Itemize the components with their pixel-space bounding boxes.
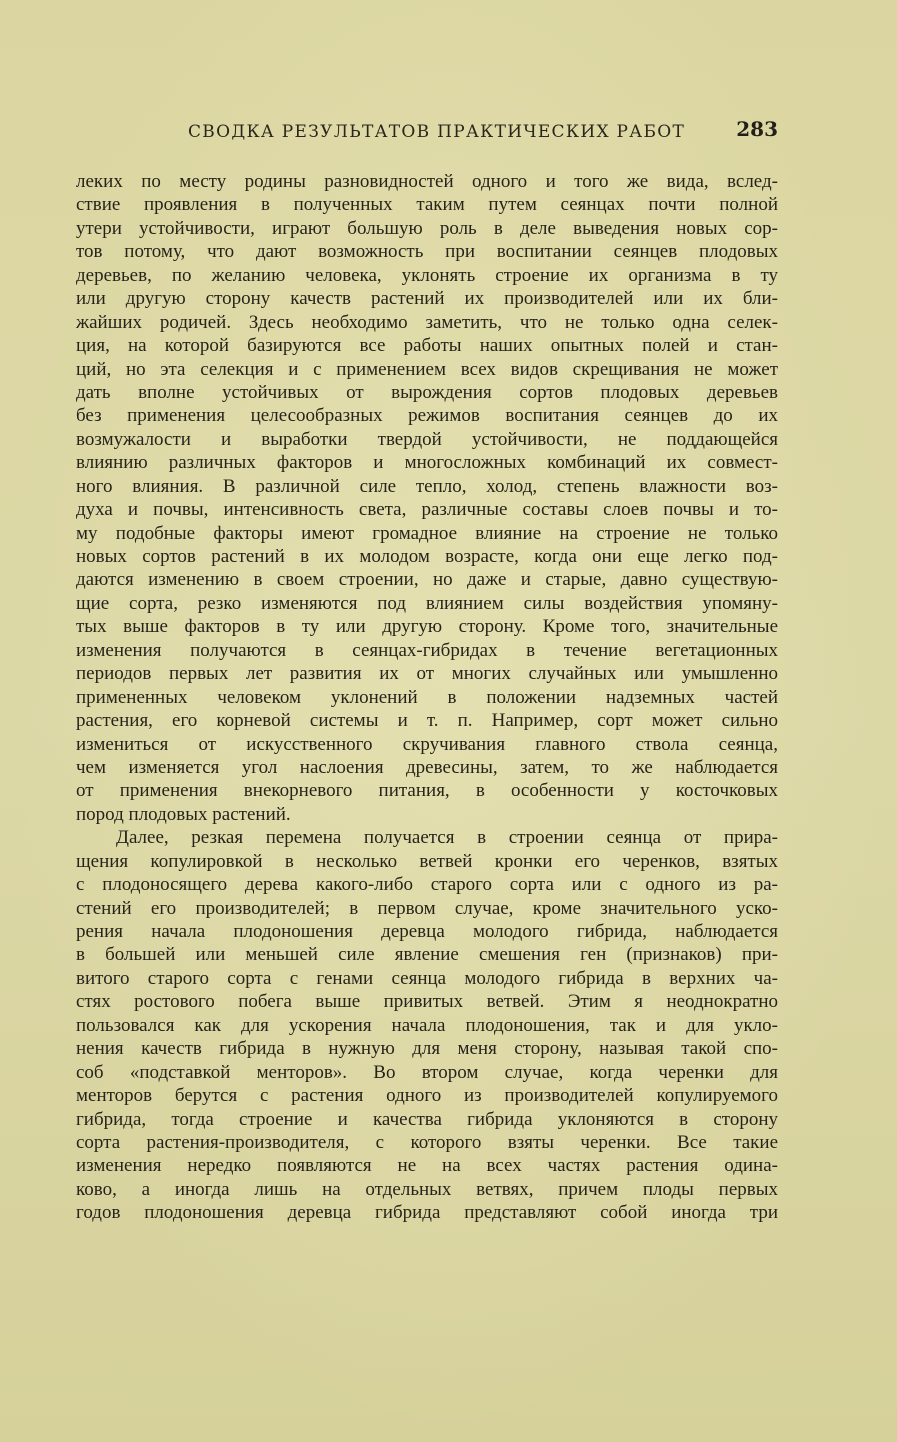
text-line: щие сорта, резко изменяются под влиянием силы воздействия упомяну- <box>76 592 778 614</box>
text-line: без применения целесообразных режимов воспитания сеянцев до их <box>76 405 778 427</box>
text-line: периодов первых лет развития их от многих случайных или умышленно <box>76 663 778 685</box>
text-line: щения копулировкой в несколько ветвей кронки его черенков, взятых <box>76 850 778 872</box>
text-line: или другую сторону качеств растений их производителей или их бли- <box>76 288 778 310</box>
text-line: тов потому, что дают возможность при воспитании сеянцев плодовых <box>76 241 778 263</box>
body-text <box>76 170 778 1225</box>
text-line: чем изменяется угол наслоения древесины, затем, то же наблюдается <box>76 756 778 778</box>
text-line: стях ростового побега выше привитых ветвей. Этим я неоднократно <box>76 991 778 1013</box>
text-line: от применения внекорневого питания, в особенности у косточковых <box>76 780 778 802</box>
text-line: тых выше факторов в ту или другую сторону. Кроме того, значительные <box>76 616 778 638</box>
running-title: СВОДКА РЕЗУЛЬТАТОВ ПРАКТИЧЕСКИХ РАБОТ <box>188 122 686 142</box>
text-line: изменения получаются в сеянцах-гибридах в течение вегетационных <box>76 639 778 661</box>
text-line: утери устойчивости, играют большую роль в деле выведения новых сор- <box>76 217 778 239</box>
text-line: витого старого сорта с генами сеянца молодого гибрида в верхних ча- <box>76 967 778 989</box>
text-line: примененных человеком уклонений в положении надземных частей <box>76 686 778 708</box>
text-line: ция, на которой базируются все работы наших опытных полей и стан- <box>76 335 778 357</box>
text-line: ково, а иногда лишь на отдельных ветвях, причем плоды первых <box>76 1178 778 1200</box>
text-line: даются изменению в своем строении, но даже и старые, давно существую- <box>76 569 778 591</box>
text-line: ций, но эта селекция и с применением всех видов скрещивания не может <box>76 358 778 380</box>
text-line: жайших родичей. Здесь необходимо заметить, что не только одна селек- <box>76 311 778 333</box>
text-line: му подобные факторы имеют громадное влияние на строение не только <box>76 522 778 544</box>
text-line: сорта растения-производителя, с которого взяты черенки. Все такие <box>76 1131 778 1153</box>
text-line: дать вполне устойчивых от вырождения сортов плодовых деревьев <box>76 381 778 403</box>
text-line: гибрида, тогда строение и качества гибрида уклоняются в сторону <box>76 1108 778 1130</box>
text-line: менторов берутся с растения одного из производителей копулируемого <box>76 1085 778 1107</box>
page-header <box>76 117 780 147</box>
text-line: растения, его корневой системы и т. п. Например, сорт может сильно <box>76 710 778 732</box>
text-line: рения начала плодоношения деревца молодого гибрида, наблюдается <box>76 921 778 942</box>
text-line: влиянию различных факторов и многосложных комбинаций их совмест- <box>76 452 778 474</box>
text-line: ствие проявления в полученных таким путем сеянцах почти полной <box>76 194 778 216</box>
text-line: стений его производителей; в первом случае, кроме значительного уско- <box>76 897 778 919</box>
paragraph-start-line: Далее, резкая перемена получается в строении сеянца от прира- <box>116 827 778 849</box>
text-line: годов плодоношения деревца гибрида представляют собой иногда три <box>76 1202 778 1224</box>
text-line: изменения нередко появляются не на всех частях растения одина- <box>76 1155 778 1177</box>
text-line: возмужалости и выработки твердой устойчивости, не поддающейся <box>76 428 778 450</box>
text-line: новых сортов растений в их молодом возрасте, когда они еще легко под- <box>76 546 778 567</box>
text-line: соб «подставкой менторов». Во втором случае, когда черенки для <box>76 1061 778 1083</box>
text-line: леких по месту родины разновидностей одного и того же вида, вслед- <box>76 171 778 192</box>
text-line: деревьев, по желанию человека, уклонять строение их организма в ту <box>76 264 778 286</box>
text-line: пользовался как для ускорения начала плодоношения, так и для укло- <box>76 1014 778 1036</box>
text-line: с плодоносящего дерева какого-либо старого сорта или с одного из ра- <box>76 874 778 896</box>
text-line: духа и почвы, интенсивность света, различные составы слоев почвы и то- <box>76 499 778 521</box>
page-number: 283 <box>736 117 778 141</box>
text-line: ного влияния. В различной силе тепло, холод, степень влажности воз- <box>76 475 778 497</box>
paragraph-end-line: пород плодовых растений. <box>76 803 291 825</box>
text-line: измениться от искусственного скручивания главного ствола сеянца, <box>76 733 778 755</box>
text-line: нения качеств гибрида в нужную для меня сторону, называя такой спо- <box>76 1038 778 1060</box>
text-line: в большей или меньшей силе явление смешения ген (признаков) при- <box>76 944 778 966</box>
